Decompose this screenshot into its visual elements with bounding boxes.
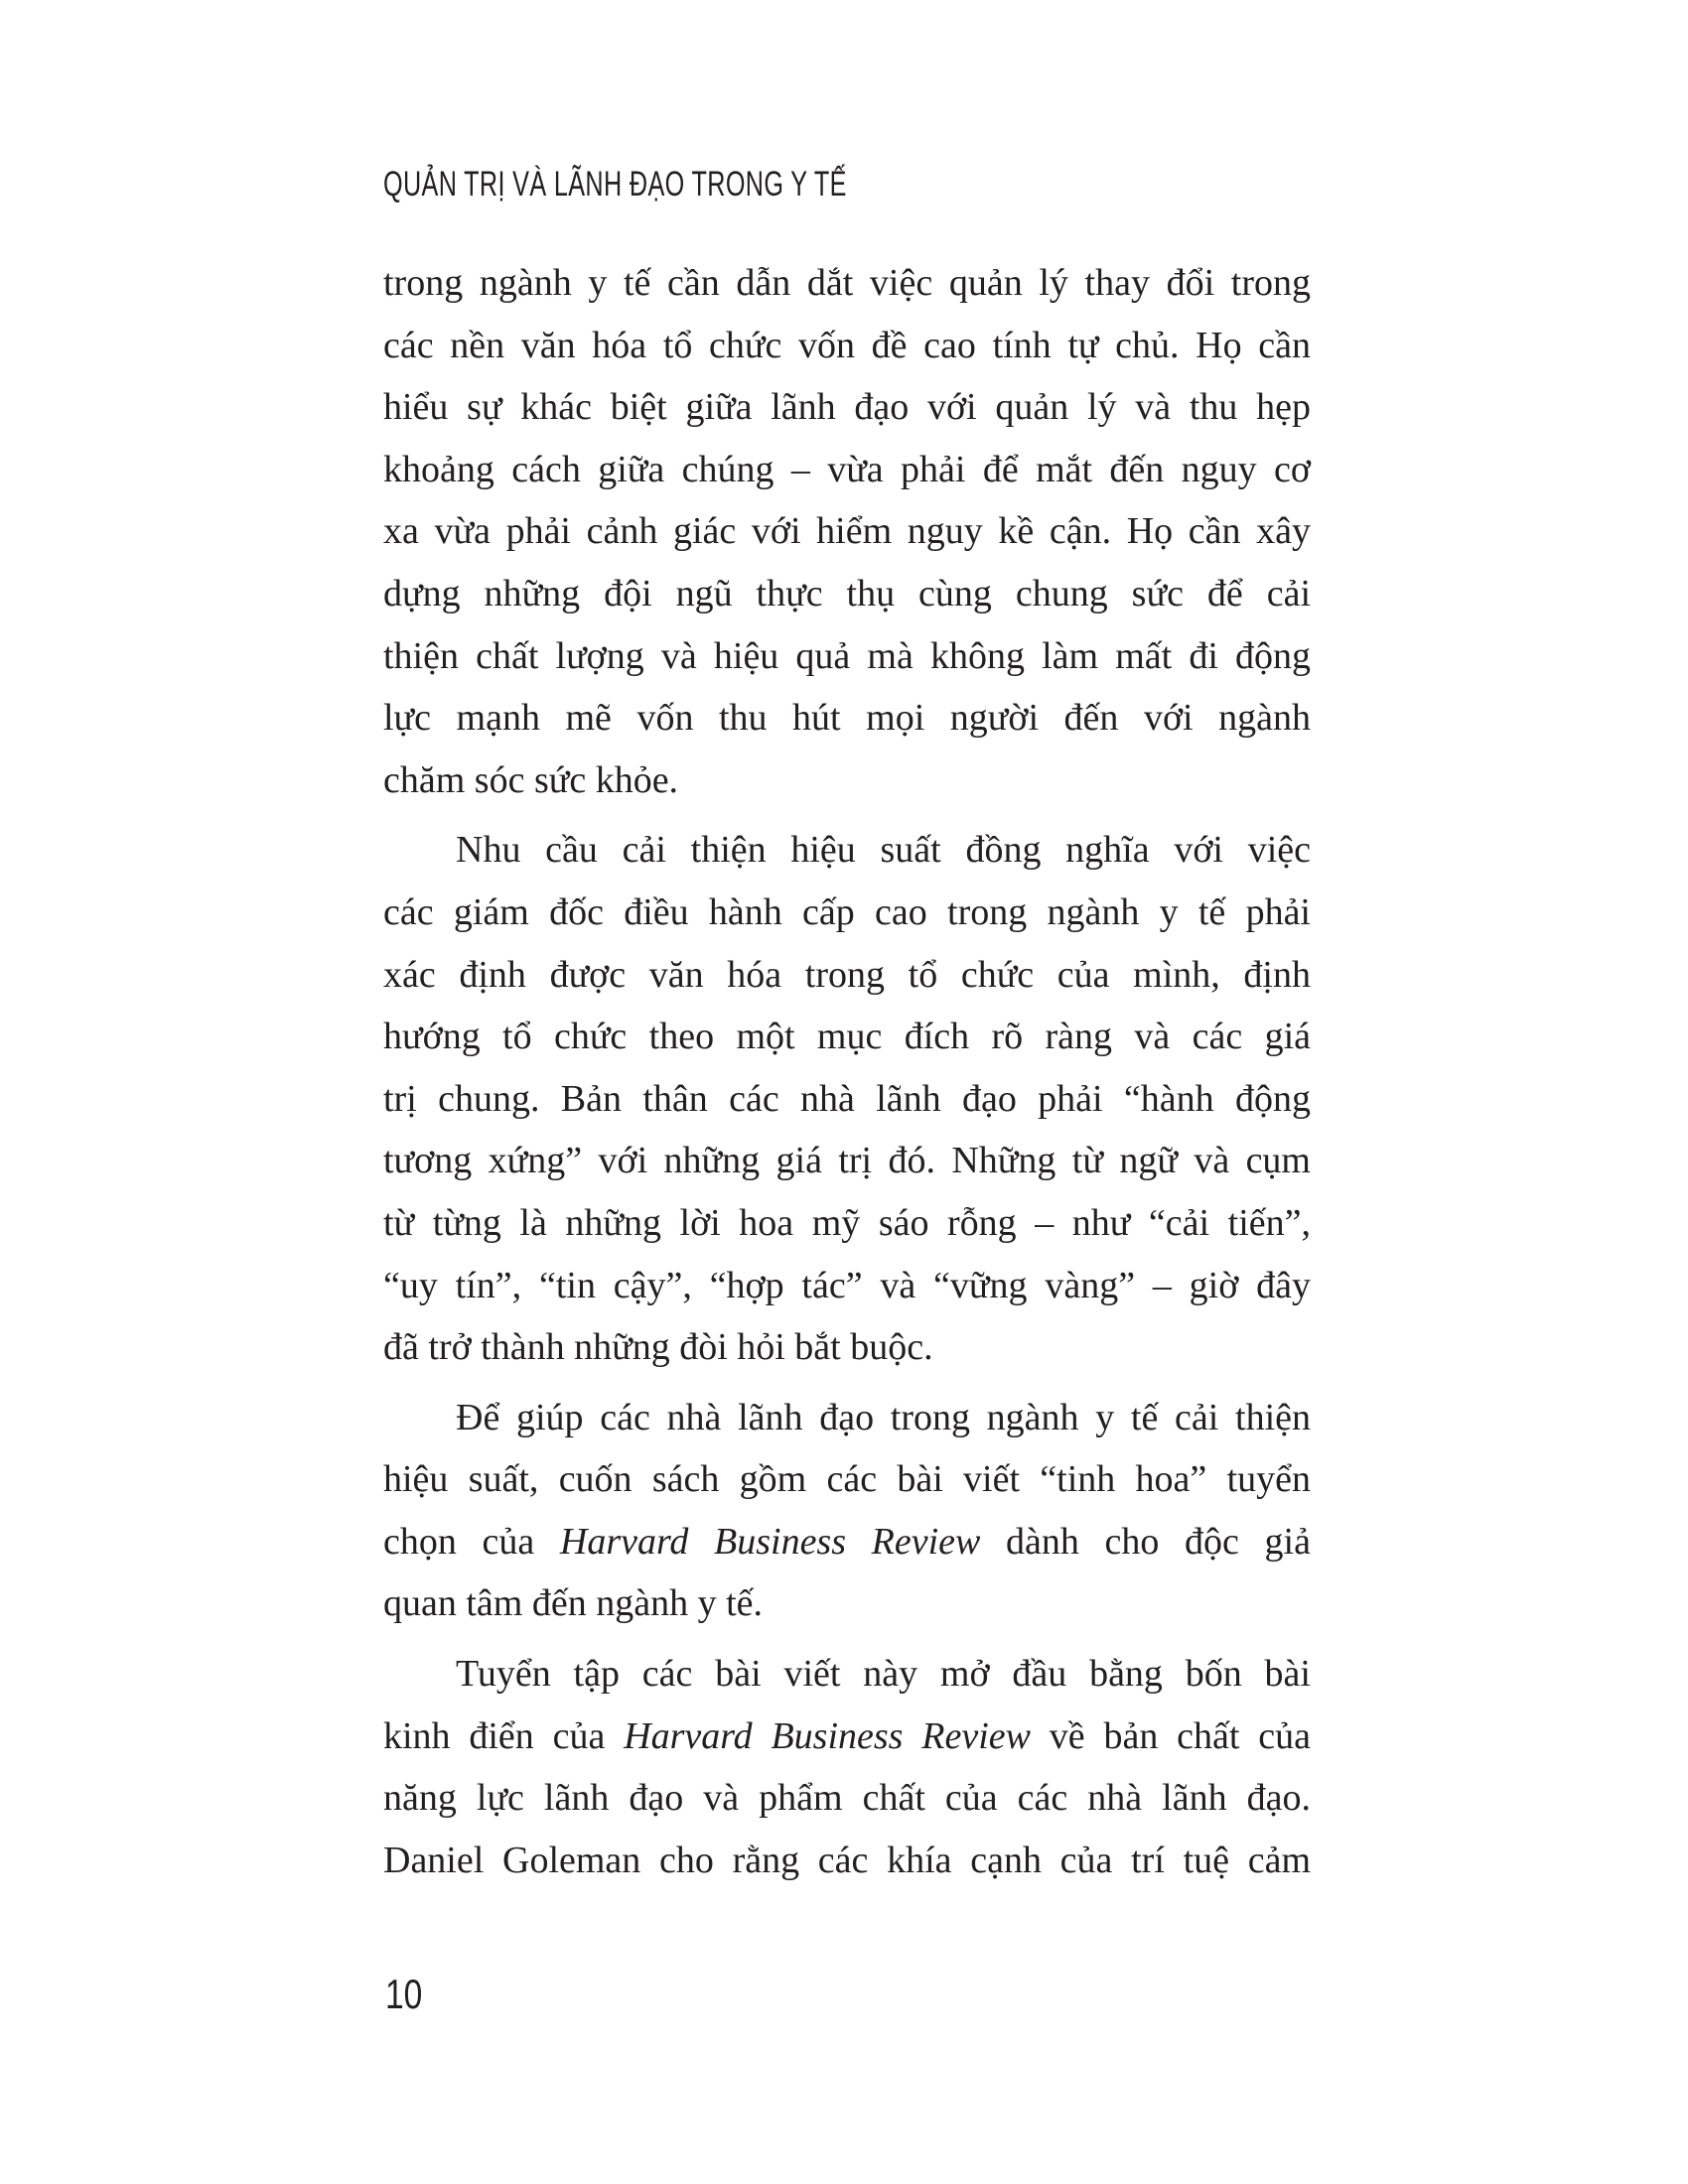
italic-title: Harvard Business Review [624, 1714, 1031, 1757]
running-header: QUẢN TRỊ VÀ LÃNH ĐẠO TRONG Y TẾ [383, 165, 847, 204]
text-segment: dành cho độc giả [980, 1520, 1311, 1563]
text-line: lực mạnh mẽ vốn thu hút mọi người đến với ngành [383, 697, 1311, 740]
text-line: Nhu cầu cải thiện hiệu suất đồng nghĩa với việc [456, 829, 1311, 872]
text-line [383, 1706, 1311, 1768]
paragraph [383, 1643, 1311, 1891]
text-line: quan tâm đến ngành y tế. [383, 1582, 764, 1625]
body-text [383, 252, 1311, 1899]
text-line: Tuyển tập các bài viết này mở đầu bằng bốn bài [456, 1653, 1311, 1696]
text-line: chăm sóc sức khỏe. [383, 758, 679, 801]
text-line: xa vừa phải cảnh giác với hiểm nguy kề cận. Họ cần xây [383, 510, 1311, 553]
text-segment: về bản chất của [1030, 1714, 1311, 1757]
text-line: dựng những đội ngũ thực thụ cùng chung sức để cải [383, 572, 1311, 614]
text-line: các giám đốc điều hành cấp cao trong ngành y tế phải [383, 890, 1311, 933]
text-line: khoảng cách giữa chúng – vừa phải để mắt đến nguy cơ [383, 448, 1311, 490]
text-line: hiểu sự khác biệt giữa lãnh đạo với quản lý và thu hẹp [383, 386, 1311, 429]
paragraph [383, 1387, 1311, 1635]
text-line: xác định được văn hóa trong tổ chức của mình, định [383, 953, 1311, 996]
text-line: trị chung. Bản thân các nhà lãnh đạo phải “hành động [383, 1077, 1311, 1120]
text-segment: kinh điển của [383, 1714, 625, 1757]
italic-title: Harvard Business Review [559, 1520, 981, 1563]
text-line [383, 1511, 1311, 1573]
text-line: Để giúp các nhà lãnh đạo trong ngành y tế cải thiện [456, 1396, 1311, 1438]
text-line: tương xứng” với những giá trị đó. Những từ ngữ và cụm [383, 1140, 1311, 1182]
text-line: hướng tổ chức theo một mục đích rõ ràng và các giá [383, 1016, 1311, 1058]
text-line: năng lực lãnh đạo và phẩm chất của các nhà lãnh đạo. [383, 1777, 1311, 1820]
text-line: thiện chất lượng và hiệu quả mà không làm mất đi động [383, 634, 1311, 677]
text-line: đã trở thành những đòi hỏi bắt buộc. [383, 1326, 933, 1369]
text-line: trong ngành y tế cần dẫn dắt việc quản lý thay đổi trong [383, 262, 1311, 304]
text-line: từ từng là những lời hoa mỹ sáo rỗng – như “cải tiến”, [383, 1201, 1311, 1244]
text-line: hiệu suất, cuốn sách gồm các bài viết “tinh hoa” tuyển [383, 1458, 1311, 1501]
text-segment: chọn của [383, 1520, 560, 1563]
text-line: Daniel Goleman cho rằng các khía cạnh của trí tuệ cảm [383, 1839, 1311, 1881]
page-number: 10 [385, 1971, 423, 2017]
paragraph [383, 819, 1311, 1378]
paragraph [383, 252, 1311, 811]
text-line: “uy tín”, “tin cậy”, “hợp tác” và “vững vàng” – giờ đây [383, 1264, 1311, 1306]
text-line: các nền văn hóa tổ chức vốn đề cao tính tự chủ. Họ cần [383, 324, 1311, 366]
